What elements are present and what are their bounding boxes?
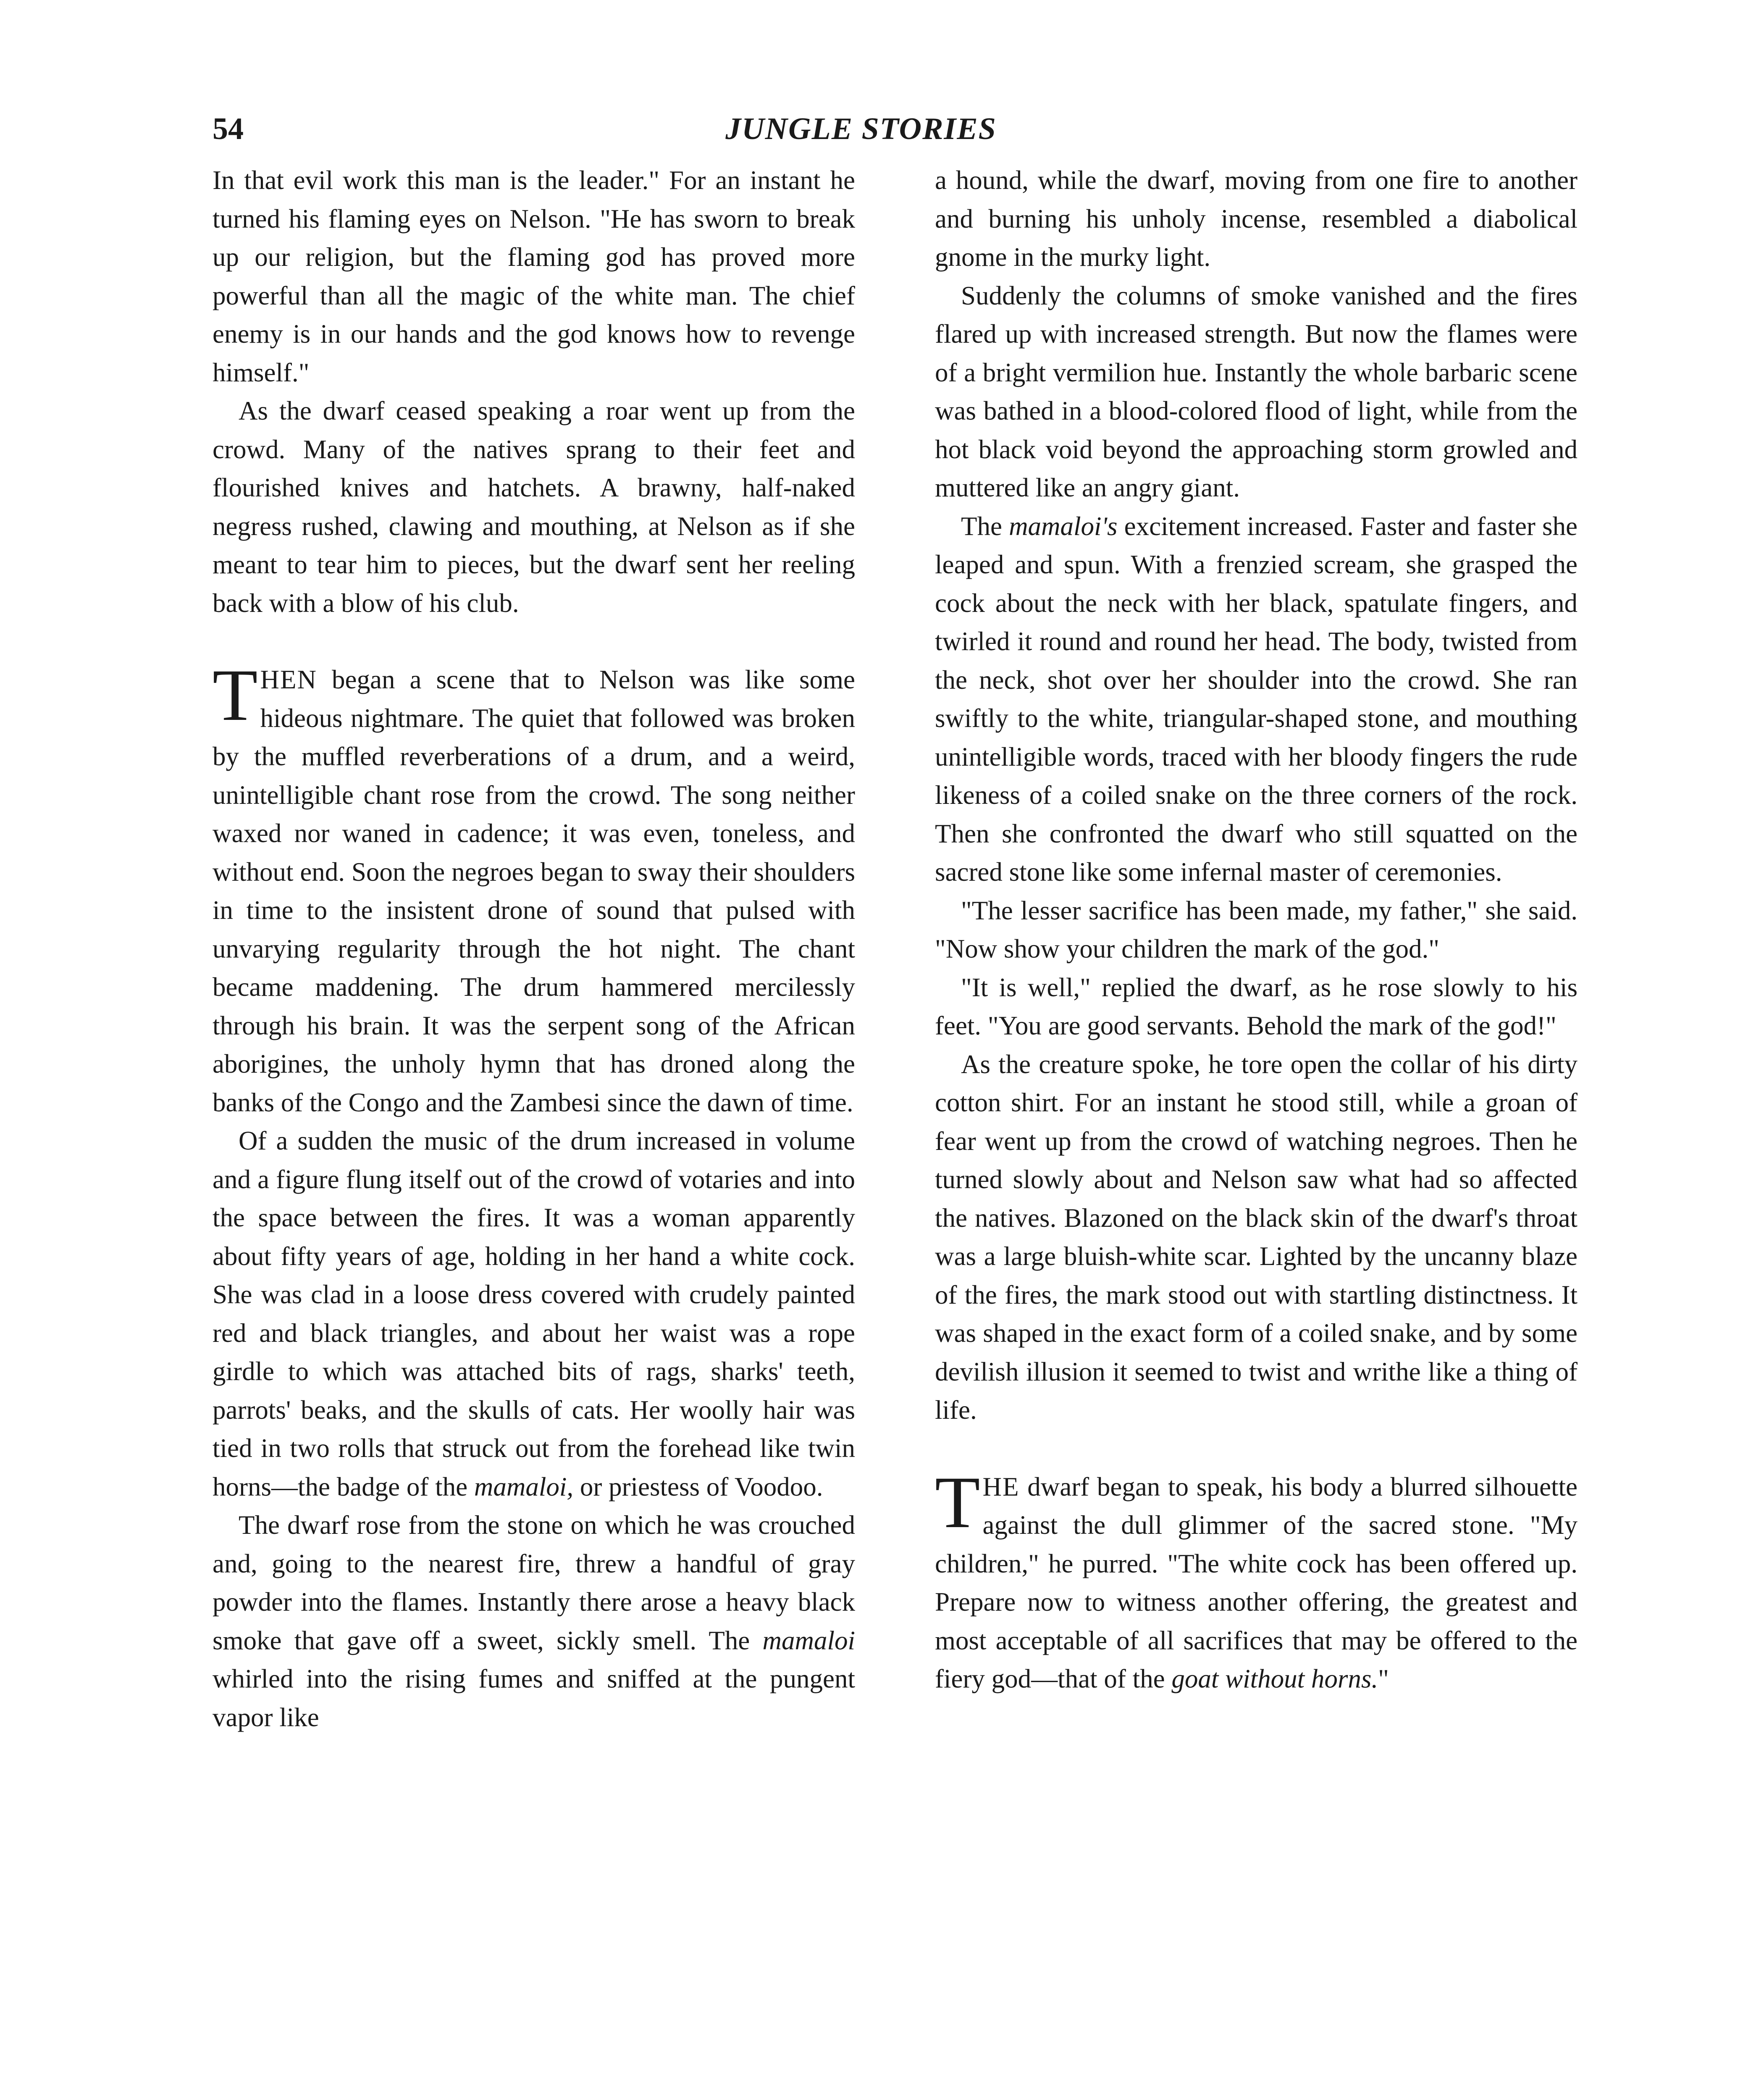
paragraph-text: The dwarf rose from the stone on which he was crouched and, going to the nearest fire, threw a handful of gray powder into the flames. Instantly there arose a heavy black smoke that gave off a sweet, sickly smell. The: [213, 1510, 855, 1655]
paragraph-text: began a scene that to Nelson was like some hideous nightmare. The quiet that followed was broken by the muffled reverberations of a drum, and a weird, unintelligible chant rose from the crowd. The song neither waxed nor waned in cadence; it was even, toneless, and without end. Soon the negroes began to sway their shoulders in time to the insistent drone of sound that pulsed with unvarying regularity through the hot night. The chant became maddening. The drum hammered mercilessly through his brain. It was the serpent song of the African aborigines, the unholy hymn that has droned along the banks of the Congo and the Zambesi since the dawn of time.: [213, 665, 855, 1117]
paragraph-text: excitement increased. Faster and faster she leaped and spun. With a frenzied scream, she grasped the cock about the neck with her black, spatulate fingers, and twirled it round and round her head. The body, twisted from the neck, shot over her shoulder into the crowd. She ran swiftly to the white, triangular-shaped stone, and mouthing unintelligible words, traced with her bloody fingers the rude likeness of a coiled snake on the three corners of the rock. Then she confronted the dwarf who still squatted on the sacred stone like some infernal master of ceremonies.: [935, 511, 1578, 887]
paragraph: In that evil work this man is the leader." For an instant he turned his flaming eyes on Nelson. "He has sworn to break up our religion, but the flaming god has proved more powerful than all the magic of the white man. The chief enemy is in our hands and the god knows how to revenge himself.": [213, 165, 855, 387]
paragraph-text: The: [961, 511, 1009, 541]
paragraph-text: ": [1378, 1664, 1389, 1693]
paragraph: "The lesser sacrifice has been made, my father," she said. "Now show your children the mark of the god.": [935, 895, 1578, 963]
paragraph-text: whirled into the rising fumes and sniffed at the pungent vapor like: [213, 1664, 855, 1732]
paragraph-text: dwarf began to speak, his body a blurred silhouette against the dull glimmer of the sacred stone. "My children," he purred. "The white cock has been offered up. Prepare now to witness another offering, the greatest and most acceptable of all sacrifices that may be offered to the fiery god—that of the: [935, 1472, 1578, 1693]
running-head: JUNGLE STORIES: [725, 112, 997, 146]
paragraph: Suddenly the columns of smoke vanished and the fires flared up with increased strength. But now the flames were of a bright vermilion hue. Instantly the whole barbaric scene was bathed in a blood-colored flood of light, while from the hot black void beyond the approaching storm growled and muttered like an angry giant.: [935, 281, 1578, 502]
paragraph: a hound, while the dwarf, moving from one fire to another and burning his unholy incense, resembled a diabolical gnome in the murky light.: [935, 165, 1578, 272]
small-caps-lead: HE: [982, 1472, 1020, 1502]
paragraph-text: or priestess of Voodoo.: [573, 1472, 823, 1502]
italic-term: mamaloi: [762, 1625, 855, 1655]
italic-term: goat without horns.: [1171, 1664, 1378, 1693]
paragraph: [935, 507, 1578, 892]
drop-cap: T: [935, 1461, 980, 1544]
page-number: 54: [213, 112, 244, 146]
paragraph: "It is well," replied the dwarf, as he rose slowly to his feet. "You are good servants. Behold the mark of the god!": [935, 972, 1578, 1040]
small-caps-lead: HEN: [260, 665, 317, 694]
section-opening-paragraph: [935, 1461, 1578, 1698]
paragraph: As the dwarf ceased speaking a roar went up from the crowd. Many of the natives sprang to their feet and flourished knives and hatchets. A brawny, half-naked negress rushed, clawing and mouthing, at Nelson as if she meant to tear him to pieces, but the dwarf sent her reeling back with a blow of his club.: [213, 396, 855, 618]
drop-cap: T: [213, 654, 258, 736]
paragraph: As the creature spoke, he tore open the collar of his dirty cotton shirt. For an instant he stood still, while a groan of fear went up from the crowd of watching negroes. Then he turned slowly about and Nelson saw what had so affected the natives. Blazoned on the black skin of the dwarf's throat was a large bluish-white scar. Lighted by the uncanny blaze of the fires, the mark stood out with startling distinctness. It was shaped in the exact form of a coiled snake, and by some devilish illusion it seemed to twist and writhe like a thing of life.: [935, 1049, 1578, 1425]
italic-term: mamaloi's: [1009, 511, 1118, 541]
paragraph-text: Of a sudden the music of the drum increased in volume and a figure flung itself out of the crowd of votaries and into the space between the fires. It was a woman apparently about fifty years of age, holding in her hand a white cock. She was clad in a loose dress covered with crudely painted red and black triangles, and about her waist was a rope girdle to which was attached bits of rags, sharks' teeth, parrots' beaks, and the skulls of cats. Her woolly hair was tied in two rolls that struck out from the forehead like twin horns—the badge of the: [213, 1126, 855, 1502]
right-column: [935, 161, 1578, 1698]
paragraph: [213, 1506, 855, 1737]
paragraph: [213, 1122, 855, 1506]
left-column: [213, 161, 855, 1737]
italic-term: mamaloi,: [474, 1472, 574, 1502]
section-opening-paragraph: [213, 654, 855, 1122]
